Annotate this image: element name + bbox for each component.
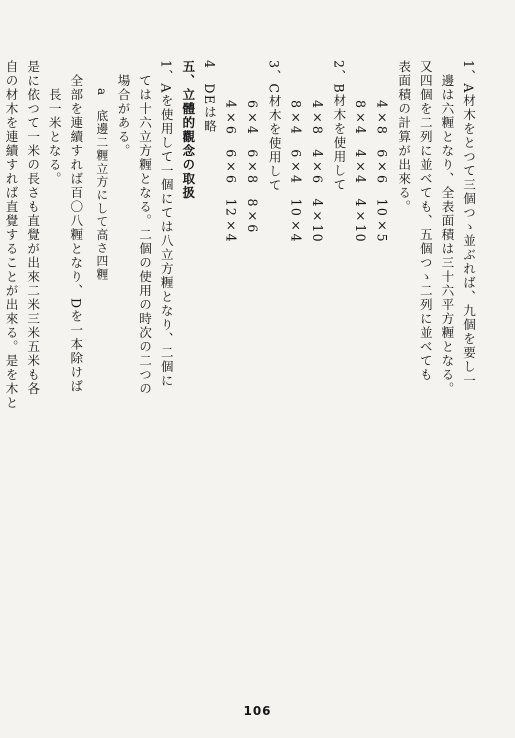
text-column: 場合がある。 [115, 74, 131, 158]
text-column: 自の材木を連續すれば直覺することが出來る。是を木と [3, 60, 19, 410]
text-column: 4 DEは略 [201, 60, 217, 134]
text-column: a 底邊二糎立方にして高さ四糎 [94, 88, 109, 282]
text-column: 8×4 4×4 4×10 [353, 100, 369, 244]
text-column: 6×4 6×8 8×6 [245, 100, 261, 234]
text-column: 是に依つて一米の長さも直覺が出來二米三米五米も各 [25, 60, 41, 396]
text-column: 又四個を二列に並べても、五個つゝ二列に並べても [417, 60, 433, 382]
page-number: 106 [243, 704, 272, 718]
vertical-text-body [3, 60, 479, 680]
text-column: 表面積の計算が出來る。 [396, 60, 412, 214]
text-column: 1、A材木をとつて三個つゝ並ぶれば、九個を要し一 [461, 60, 476, 388]
text-column: ては十六立方糎となる。二個の使用の時次の二つの [137, 74, 153, 396]
section-heading: 五、立體的觀念の取扱 [180, 60, 196, 200]
text-column: 3、C材木を使用して [266, 60, 282, 193]
text-column: 4×8 4×6 4×10 [309, 100, 325, 244]
text-column: 4×6 6×6 12×4 [223, 100, 239, 244]
text-column: 1、Aを使用して一個にては八立方糎となり、二個に [158, 60, 174, 388]
text-column: 全部を連續すれば百〇八糎となり、Dを一本除けば [68, 74, 84, 394]
text-column: 4×8 6×6 10×5 [374, 100, 390, 244]
text-column: 長一米となる。 [46, 88, 62, 186]
text-column: 8×4 6×4 10×4 [288, 100, 304, 244]
text-column: 2、B材木を使用して [331, 60, 347, 193]
text-column: 邊は六糎となり、全表面積は三十六平方糎となる。 [439, 74, 455, 396]
